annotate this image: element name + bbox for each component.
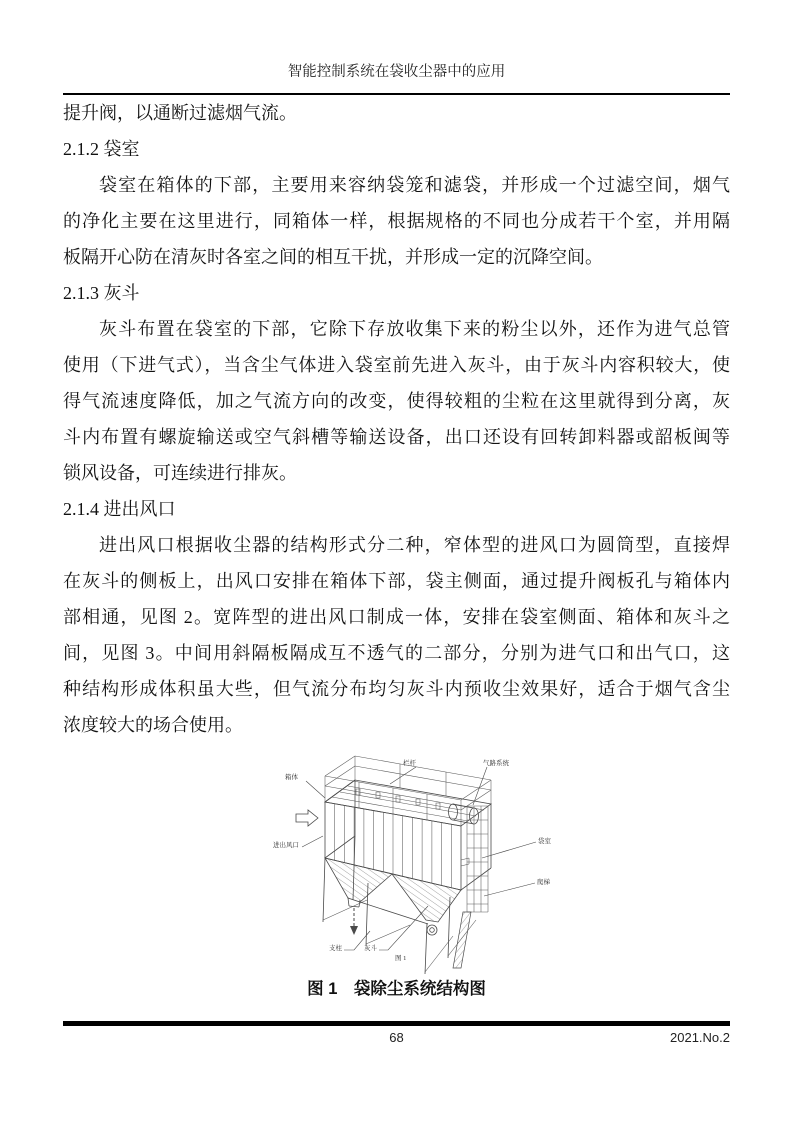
body-line: 使用（下进气式），当含尘气体进入袋室前先进入灰斗，由于灰斗内容积较大，使	[63, 355, 730, 375]
page-header-title: 智能控制系统在袋收尘器中的应用	[287, 64, 506, 80]
figure-label-box-body: 箱体	[285, 774, 298, 781]
figure-label-ash-hopper: 灰斗	[364, 945, 377, 952]
body-line: 灰斗布置在袋室的下部，它除下存放收集下来的粉尘以外，还作为进气总管	[99, 319, 730, 339]
figure-label-railing: 栏杆	[403, 760, 416, 767]
figure-baghouse-diagram	[256, 748, 560, 982]
body-line: 种结构形成体积虽大些，但气流分布均匀灰斗内预收尘效果好，适合于烟气含尘	[63, 679, 730, 699]
ladder-lower	[453, 912, 471, 968]
figure-label-support-column: 支柱	[329, 945, 342, 952]
body-text	[63, 95, 730, 743]
body-line: 浓度较大的场合使用。	[63, 715, 243, 735]
body-line: 板隔开心防在清灰时各室之间的相互干扰，并形成一定的沉降空间。	[63, 247, 603, 267]
body-line: 的净化主要在这里进行，同箱体一样，根据规格的不同也分成若干个室，并用隔	[63, 211, 730, 231]
body-line: 锁风设备，可连续进行排灰。	[63, 463, 297, 483]
section-heading-214: 2.1.4 进出风口	[63, 499, 176, 519]
figure-label-bag-chamber: 袋室	[538, 838, 551, 845]
body-line: 袋室在箱体的下部，主要用来容纳袋笼和滤袋，并形成一个过滤空间，烟气	[99, 175, 730, 195]
footer-page-number: 68	[389, 1030, 404, 1045]
body-line: 部相通，见图 2。宽阵型的进出风口制成一体，安排在袋室侧面、箱体和灰斗之	[63, 607, 730, 627]
footer-rule	[63, 1021, 730, 1026]
figure-label-gas-system: 气路系统	[483, 760, 509, 767]
inlet-arrow-icon	[296, 810, 318, 826]
body-line: 提升阀，以通断过滤烟气流。	[63, 103, 297, 123]
body-line: 在灰斗的侧板上，出风口安排在箱体下部，袋主侧面，通过提升阀板孔与箱体内	[63, 571, 730, 591]
leader-lines	[302, 767, 536, 950]
body-line: 进出风口根据收尘器的结构形式分二种，窄体型的进风口为圆筒型，直接焊	[99, 535, 730, 555]
support-legs	[323, 836, 476, 974]
body-line: 得气流速度降低，加之气流方向的改变，使得较粗的尘粒在这里就得到分离，灰	[63, 391, 730, 411]
body-line: 斗内布置有螺旋输送或空气斜槽等输送设备，出口还设有回转卸料器或韶板闽等	[63, 427, 730, 447]
baghouse-structure-drawing	[256, 748, 560, 982]
figure-label-inlet-outlet: 进出风口	[273, 842, 299, 849]
figure-label-ladder: 爬梯	[537, 879, 550, 886]
section-heading-213: 2.1.3 灰斗	[63, 283, 140, 303]
footer-issue-number: 2021.No.2	[670, 1030, 730, 1045]
section-heading-212: 2.1.2 袋室	[63, 139, 140, 159]
figure-caption: 图 1 袋除尘系统结构图	[307, 980, 486, 998]
figure-label-fig-mark: 图 1	[395, 955, 407, 962]
body-line: 间，见图 3。中间用斜隔板隔成互不透气的二部分，分别为进气口和出气口，这	[63, 643, 730, 663]
